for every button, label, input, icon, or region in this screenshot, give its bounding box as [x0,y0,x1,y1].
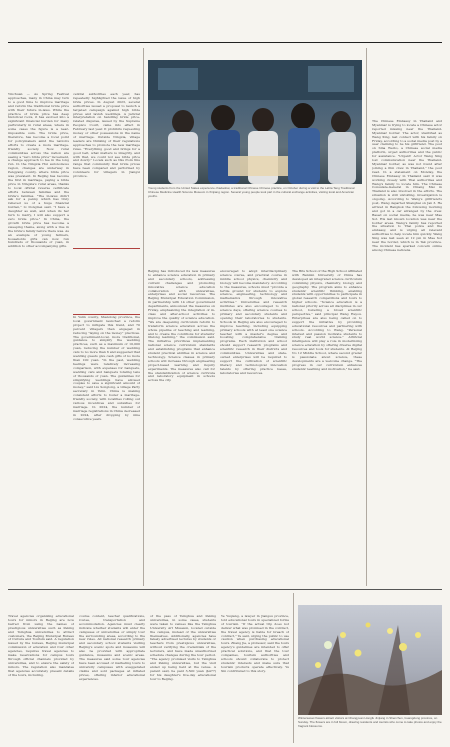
masthead [440,10,442,15]
col-divider-3 [293,593,294,743]
winter-photo-art [298,605,442,715]
bottom-left-col4: Ye Yuqiang, a lawyer in Jiangsu province, told educational tours in specialized forms of tourism. "If the actual trip does not deliver what was promised in the contract, the travel agency is liable for breach of contract," Ye said, urging the public to use caution when purchasing educational tours. Zhang Jie, a professor, said the tours agency's guidelines are intended to offer practical solutions, and that the tour companies, tourism authorities and schools should collaborate to protect students' interests and make sure that tourism products operate effectively. Yu Xin contributed to this story. [221,615,289,673]
feature-photo [148,60,362,184]
feature-photo-caption: Young students from the United States experience chadaobai, a traditional Chinese Chinese practice, on October during a visit to the Lahta Tang Traditional Chinese Medicine Health Science Museum in Xinjiang region. Several young people took part in the cultural exchange activities, visiting local and American youths. [148,186,355,198]
pull-quote [73,248,140,315]
main-left-col2b: In Yulin county, Shandong province, the local government launched a reform project to mitigate this trend, and 70 percent villagers then engaged in reducing "laying on the money" practices. The government-local, more traditional, guidance to simplify the wedding practices, such as a maximum of 10,000 yuan, reducing the number of wedding cars to no more than 6 and suggested that wedding guests give cash gifts of no more than 100 yuan. "In the past, wedding feelings were relatively increasing comparison, with expenses for banquets, wedding cars and banquets totaling tens of thousands of yuan. The guidelines for simplifying weddings have allowed couples to save a significant amount of money," said Liu Songlong, a village Party secretary in Yulin. China is making consistent efforts to foster a marriage-friendly society, with localities rolling out various incentives and subsidies for marriage. In 2024, the number of marriage registrations in China decreased in 2024, after dropping by nine consecutive years. [73,316,140,421]
col-divider-2 [366,48,367,586]
bottom-left-col3: of the pass of Tsinghua and Peking universities, in some cases, students were taken to venues like the Tsinghua University Art Museum, located outside the campus, instead of the universities themselves. Additionally, agencies have falsely advertised lectures by students or teachers from prestigious universities, without verifying the credentials of the lecturers, and have made unauthorized schedule changes during the tour period. "The agency promised visits to Tsinghua and Peking universities, but the visit ended up being held at the venue. A parent said, he paid 3,500 yuan ($477) for his daughter's five-day educational tour to Beijing. [150,615,216,681]
bottom-rule [8,589,442,590]
col-divider-1 [143,48,144,586]
bottom-left-col1: Travel agencies organizing educational tours for minors in Beijing are now barred from using the names of prestigious universities such as Peking and Tsinghua universities to attract customers, the Beijing Municipal Bureau of Culture and Tourism said. A regulation issued by the bureau, Beijing municipal commission of education and four other agencies, requires travel agencies to make reservations for campus tours through official channels provided by universities, and to ensure the safety of minors. The regulation also mandates that agencies accurately present details of the tours, including. [8,615,74,677]
winter-photo-caption: Wintersweet flowers attract visitors at Changyuan Hongfu Jinjiang in Shenzhen, Guangdong province, on Sunday. The flowers are in full bloom, drawing residents and tourists who come to take photos and enjoy the fragrant blossoms. [298,716,442,728]
page-header [8,10,442,18]
header-rule [8,42,442,43]
feature-col3: The Bits School of the High School Affiliated with Renmin University of China has developed an integrated science curriculum combining physics, chemistry, biology and geography. The program aims to enhance students' scientific thinking, enabling students with opportunities to participate in global research competitions and tours to higher schools. "Science education is a national priority across all disciplines in our school, fostering a broad scientific perspective," said principal Wang Heyou. Enterprises are also being called on to support the initiative by providing educational resources and partnering with schools. According to Wang, "Personal interest and passion motivate students to study real world science." Artificial intelligence will play a role in modernizing science education by offering diverse digital resources and tools for students. At Beijing No 12 Middle School, where second grader is passionate about science, these developments are a welcome change. "The progress in our curriculum enhances students' learning and motivation," he said. [292,270,362,371]
winter-photo [298,605,442,715]
right-col-body: The Chinese Embassy in Thailand and Myanmar is trying to locate a Chinese actor reported missing near the Thailand-Myanmar border. The actor, identified as Wang Xing, last contact with his family on Friday, according to a social media post by a user claiming to be his girlfriend. The post on Sina Weibo, a Chinese social media platform, urged authorities and the public for assistance. "Urgent! Actor Wang Xing lost communication near the Thailand-Myanmar border, as was not found after joining a film crew in Thailand," the post read. In a statement on Monday, the Chinese Embassy in Thailand said it was working closely with Thai authorities and Wang's family to locate him. The Chinese Consulate-General in Chiang Mai in Thailand is also involved in the efforts. The situation is still unfolding, investigation is ongoing. According to Wang's girlfriend's post, Wang departed Shanghai on Jan 3. He arrived in Bangkok the following morning and got in a car arranged by the crew. Based on social media, he was near Mae Sot. His last known location was near the border areas. Wang's family has reported the situation to Thai police and the embassy, and is urging all relevant authorities to help locate him quickly. Wang Xing was last seen at 12 pm in Mae Sot near the border, which is in Tak province. The incident has sparked concern online among Chinese netizens. [372,120,442,252]
feature-photo-art [148,60,362,184]
main-left-col1: Yinchuan — As Spring Festival approaches, many in China may turn to a good time to improve marriage and reform the traditional bride price with their future in-laws. While the practice of bride price has deep historical roots, it has evolved into a significant financial burden for many particularly in rural areas, where in some cases the figure is a near-impossible sum. The bride price, therefore, has become a focal point for policymakers amid the nation's efforts to create a more marriage-friendly society. Now rural communities across the nation are seeing a "zero bride price" movement, a change approach to fee in the long run. In the Ningxia Hui autonomous region, changes are underway in Pengyang county, where bride price was prevalent. In Beijing has become the first in marriage, paying a bride price in Ningxia's rural areas, thanks to local official reverse certificate efforts between families and the bride's families. "The in-laws didn't ask for a penny, which has truly relieved us of a huge financial burden," Li Dongmei said. "I have a daughter as well, and when its her turn to marry, I will also support a zero bride price." In China, the growth bride price has become a sweeping theme, along with a rise in the bride's family before there was. As an example of young farmers, households gifts can now run hundreds of thousands of yuan, in addition to other accompanying gifts. [8,93,69,249]
feature-col1: Beijing has introduced its new measures to enhance science education in primary and secondary schools, addressing current challenges and promoting innovative science education collaboration with universities, enterprises and social resources. The Beijing Municipal Education Commission, in partnership with 14 other government departments, announced the measures on Friday, emphasizing the integration of in-class and after-school activities to improve the quality of science education. "We are deepening curriculum reform to transform science education across the whole pipeline of teaching and learning, and to create the conditions for students' lifelong learning," the commission said. The initiative prioritizes implementing national science curriculum standards and establishing programs that enhance student practical abilities in science and technology. Science classes in primary schools will increase through engineering project-based learning and inquiry experiments. The measures also call for the standardization of science curricula and laboratory equipment in schools across the city. [148,270,215,383]
main-left-col2: central authorities each year, has repeatedly highlighted the issue of high bride prices. In August 2023, several authorities issued a proposal to launch a targeted campaign against high bride prices and lavish weddings. A judicial interpretation on handling bride price-related disputes, issued by the Supreme People's Court, came into effect in February last year. It prohibits requesting money or other possessions in the name of marriage. Outside Ningxia, village leaders are thinking of their regulations approaches to promote the new marriage rules. "Everything good and brings for a good belt, what matters is integrity, and with that, we could not see bride price and dowry." Locals such as this from this range that community that bride prices have been compared and performed by volunteers for villagers in Jiangxi province. [73,93,140,179]
bottom-left-col2: course content, teacher qualifications, routes, transportation and accommodation. Agencies must clearly indicate whether students will enter the campuses of universities or simply tour the surrounding areas, according to the new rules. All national research primary and secondary school students visiting Beijing's scenic spots and museums will also be provided with appropriate guidance, museums and scenic areas. The measures said some tour agencies have been accused of marketing tours to university campuses with exaggerated claims and sold packages at inflated prices, offering inferior educational experiences. [79,615,145,681]
feature-col2: encouraged to adopt interdisciplinary science course, and practical course in middle school physics, chemistry and biology will become mandatory. According to the measures, schools must "provide a fertile ground for students to explore science, engineering, technology and mathematics through innovative activities." Universities and research institutes are also encouraged to run science days, offering science courses to primary and secondary students and opening their laboratories to students. Schools in Beijing are also encouraged to improve teaching, including equipping primary schools with at least one science teacher with a master's degree and boosting comprehensive training programs. Each institution and school should support research programs and scientific research in their districts and communities. Universities and state-owned enterprises will be required to support the cultivation of scientific literacy and technological innovation talents by offering practice bases, laboratories and resources. [220,270,287,375]
